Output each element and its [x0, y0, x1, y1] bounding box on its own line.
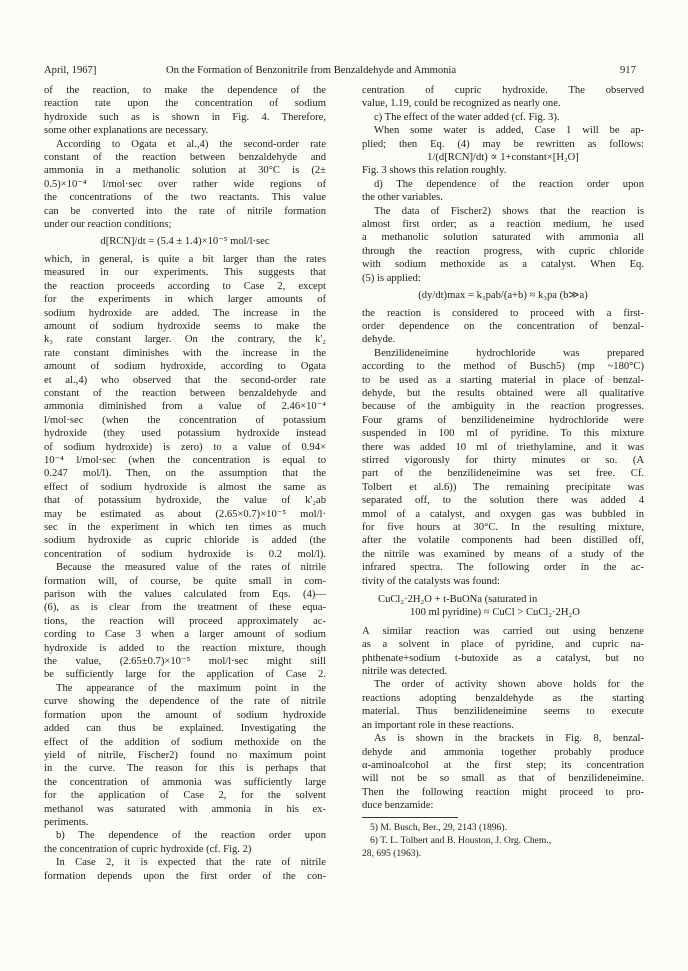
text-line: l/mol·sec (when the concentration of potassium [44, 414, 326, 426]
catalyst-order-line-1: CuCl₂·2H₂O + t-BuONa (saturated in [378, 594, 538, 606]
text-line: that of potassium hydroxide, the value of k'₂ab [44, 495, 326, 507]
text-line: infrared spectra. The following order in the ac- [362, 562, 644, 574]
text-line: dehyde and ammonia together probably produce [362, 746, 644, 758]
text-line: α-aminoalcohol at the first step; its concentration [362, 759, 644, 771]
text-line: hydroxide (they used potassium hydroxide instead [44, 428, 326, 440]
text-line: The appearance of the maximum point in the [56, 682, 326, 694]
text-line: A similar reaction was carried out using benzene [362, 625, 644, 637]
text-line: Four grams of benzilideneimine hydrochloride were [362, 414, 644, 426]
text-line: material. Thus benzilideneimine seems to execute [362, 706, 644, 718]
text-line: dehyde, but the results obtained were all qualitative [362, 387, 644, 399]
equation-water: 1/(d[RCN]/dt) ∝ 1+constant×[H₂O] [427, 152, 579, 164]
text-line: of the reaction, to make the dependence of the [44, 85, 326, 96]
section-heading: d) The dependence of the reaction order upon [374, 178, 644, 190]
section-heading: c) The effect of the water added (cf. Fig. 3). [374, 111, 560, 123]
text-line: periments. [44, 816, 89, 828]
text-line: the nitrile was examined by means of a study of the [362, 548, 644, 560]
text-line: sodium hydroxide as cupric chloride is added (the [44, 535, 326, 547]
text-line: dehyde. [362, 334, 396, 346]
text-line: Fig. 3 shows this relation roughly. [362, 165, 507, 177]
text-line: part of the benzilideneimine was set free. Cf. [362, 468, 644, 480]
section-heading: b) The dependence of the reaction order upon [56, 830, 326, 842]
text-line: mmol of a catalyst, and oxygen gas was bubbled in [362, 508, 644, 520]
text-line: sodium hydroxide are added. The increase in the [44, 307, 326, 319]
text-line: tions, the reaction will proceed approximately ac- [44, 615, 326, 627]
text-line: effect of sodium hydroxide is almost the same as [44, 481, 326, 493]
footnote-6-cont: 28, 695 (1963). [362, 848, 422, 860]
text-line: under our reaction conditions; [44, 219, 172, 231]
text-line: The data of Fischer2) shows that the reaction is [374, 205, 644, 217]
text-line: k₃ rate constant larger. On the contrary, the k'₂ [44, 334, 326, 346]
text-line: 0.247 mol/l). Then, on the assumption that the [44, 468, 326, 480]
running-header-title: On the Formation of Benzonitrile from Benzaldehyde and Ammonia [166, 65, 457, 76]
text-line: curve showing the dependence of the rate of nitrile [44, 696, 326, 708]
text-line: through the reaction progress, with cupric chloride [362, 245, 644, 257]
text-line: to be used as a starting material in place of benzal- [362, 374, 644, 386]
text-line: duce benzamide: [362, 800, 434, 812]
text-line: amount of sodium hydroxide, according to Ogata [44, 361, 326, 373]
text-line: methanol was saturated with ammonia in his ex- [44, 803, 326, 815]
text-line: the concentrations of the two reactants. This value [44, 192, 326, 204]
text-line: in the curve. The reason for this is perhaps that [44, 763, 326, 775]
text-line: almost first order; as a reaction medium, he used [362, 219, 644, 231]
text-line: plied; then Eq. (4) may be rewritten as follows: [362, 138, 644, 150]
text-line: (5) is applied: [362, 272, 421, 284]
text-line: reactions adopting benzaldehyde as the starting [362, 692, 644, 704]
text-line: added can thus be explained. Investigating the [44, 723, 326, 735]
text-line: ammonia in a methanolic solution at 30°C is (2± [44, 165, 326, 177]
text-line: effect of the addition of sodium methoxide on the [44, 736, 326, 748]
right-column [362, 84, 644, 861]
text-line: as a solvent in place of pyridine, and cupric na- [362, 639, 644, 651]
text-line: because of the ambiguity in the reaction progresses. [362, 401, 644, 413]
text-line: amount of sodium hydroxide seems to make the [44, 320, 326, 332]
text-line: Then the following reaction might proceed to pro- [362, 786, 644, 798]
text-line: a methanolic solution saturated with ammonia all [362, 232, 644, 244]
page-number: 917 [620, 65, 636, 76]
text-line: for the experiments in which larger amounts of [44, 294, 326, 306]
equation-max-rate: (dy/dt)max = k₃pab/(a+b) ≈ k₃pa (b≫a) [418, 290, 588, 302]
text-line: be sufficiently large for the application of Case 2. [44, 669, 326, 681]
text-line: with sodium methoxide as a catalyst. When Eq. [362, 259, 644, 271]
text-line: rate constant diminishes with the increase in the [44, 347, 326, 359]
text-line: value, 1.19, could be recognized as nearly one. [362, 98, 561, 110]
text-line: which, in general, is quite a bit larger than the rates [44, 253, 326, 265]
left-column [44, 84, 326, 883]
text-line: hydroxide such as is shown in Fig. 4. Therefore, [44, 111, 326, 123]
text-line: suspended in 100 ml of pyridine. To this mixture [362, 428, 644, 440]
text-line: 0.5)×10⁻⁴ l/mol·sec over rather wide regions of [44, 178, 326, 190]
text-line: after the volatile components had been distilled off, [362, 535, 644, 547]
text-line: hydroxide is added to the reaction mixture, though [44, 642, 326, 654]
text-line: there was added 10 ml of triethylamine, and it was [362, 441, 644, 453]
text-line: for five hours at 30°C. In the resulting mixture, [362, 522, 644, 533]
text-line: separated off, to the solution there was added 4 [362, 495, 644, 507]
text-line: phthenate+sodium t-butoxide as a catalyst, but no [362, 652, 644, 664]
text-line: tivity of the catalysts was found: [362, 575, 500, 587]
text-line: stirred vigorously for thirty minutes or so. (A [362, 454, 644, 466]
section-heading: the concentration of cupric hydroxide (cf. Fig. 2) [44, 843, 252, 855]
text-line: of sodium hydroxide) is zero) to a value of 0.94× [44, 441, 326, 453]
text-line: According to Ogata et al.,4) the second-order rate [56, 138, 326, 150]
text-line: nitrile was detected. [362, 666, 448, 678]
text-line: et al.,4) who observed that the second-order rate [44, 374, 326, 386]
text-line: constant of the reaction between benzaldehyde and [44, 152, 326, 164]
text-line: parison with the values calculated from Eqs. (4)— [44, 589, 326, 601]
section-heading: the other variables. [362, 192, 443, 204]
text-line: formation depends upon the first order of the con- [44, 870, 326, 882]
text-line: Tolbert et al.6)) The remaining precipitate was [362, 481, 644, 493]
text-line: ammonia diminished from a value of 2.46×10⁻⁴ [44, 401, 326, 413]
text-line: the concentration of ammonia was sufficiently large [44, 776, 326, 788]
text-line: some other explanations are necessary. [44, 125, 209, 137]
text-line: the reaction is considered to proceed with a first- [362, 307, 644, 319]
running-header-date: April, 1967] [44, 65, 97, 76]
text-line: Benzilideneimine hydrochloride was prepared [374, 347, 644, 359]
text-line: yield of nitrile, Fischer2) found no maximum point [44, 749, 326, 761]
footnote-6: 6) T. L. Tolbert and B. Houston, J. Org. Chem., [370, 834, 552, 846]
text-line: reaction rate upon the concentration of sodium [44, 98, 326, 110]
text-line: Because the measured value of the rates of nitrile [56, 562, 326, 574]
text-line: formation will, of course, be quite small in com- [44, 575, 326, 587]
text-line: (6), as is clear from the treatment of these equa- [44, 602, 326, 614]
text-line: the reaction proceeds according to Case 2, except [44, 280, 326, 292]
footnote-5: 5) M. Busch, Ber., 29, 2143 (1896). [370, 821, 507, 833]
text-line: In Case 2, it is expected that the rate of nitrile [56, 857, 326, 869]
text-line: 10⁻⁴ l/mol·sec (when the concentration is equal to [44, 454, 326, 466]
text-line: formation upon the amount of sodium hydroxide [44, 709, 326, 721]
text-line: order dependence on the concentration of benzal- [362, 320, 644, 332]
text-line: can be converted into the rate of nitrile formation [44, 205, 326, 217]
text-line: cording to Case 3 when a larger amount of sodium [44, 629, 326, 641]
equation-rate: d[RCN]/dt = (5.4 ± 1.4)×10⁻⁵ mol/l·sec [100, 236, 270, 248]
text-line: concentration of sodium hydroxide is 0.2 mol/l). [44, 548, 326, 560]
text-line: an important role in these reactions. [362, 719, 514, 731]
text-line: As is shown in the brackets in Fig. 8, benzal- [374, 733, 644, 745]
text-line: When some water is added, Case 1 will be ap- [374, 125, 644, 137]
text-line: for the application of Case 2, for the solvent [44, 790, 326, 802]
text-line: The order of activity shown above holds for the [374, 679, 644, 691]
text-line: sec in the experiment in which ten times as much [44, 522, 326, 533]
text-line: the value, (2.65±0.7)×10⁻⁵ mol/l·sec might still [44, 656, 326, 668]
text-line: centration of cupric hydroxide. The observed [362, 85, 644, 96]
text-line: constant of the reaction between benzaldehyde and [44, 387, 326, 399]
text-line: measured in our experiments. This suggests that [44, 267, 326, 279]
footnote-rule [362, 817, 458, 818]
text-line: may be estimated as about (2.65×0.7)×10⁻⁵ mol/l· [44, 508, 326, 520]
text-line: will not be so small as that of benzilideneimine. [362, 773, 644, 785]
text-line: according to the method of Busch5) (mp ~180°C) [362, 361, 644, 373]
catalyst-order-line-2: 100 ml pyridine) ≈ CuCl > CuCl₂·2H₂O [410, 607, 580, 619]
